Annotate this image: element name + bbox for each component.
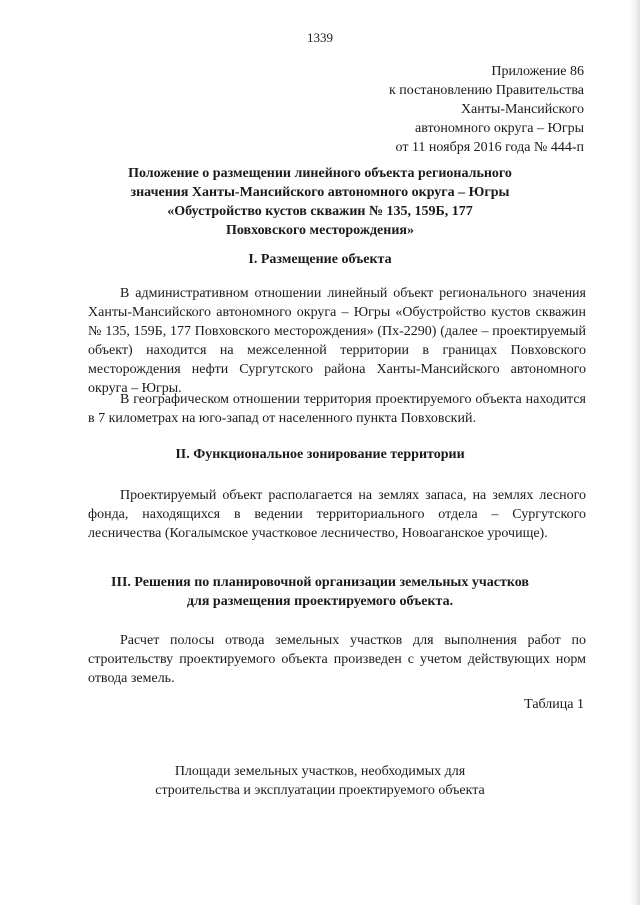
title-line: «Обустройство кустов скважин № 135, 159Б, 177 (167, 204, 473, 219)
document-title (60, 164, 580, 240)
table-caption-line: строительства и эксплуатации проектируемого объекта (155, 783, 485, 798)
paragraph-zoning: Проектируемый объект располагается на землях запаса, на землях лесного фонда, находящихся в ведении территориального отдела – Сургутского лесничества (Когалымское участковое лесничество, Новоаганское урочище). (88, 488, 586, 541)
table-label: Таблица 1 (524, 697, 584, 712)
section-heading-3 (60, 573, 580, 611)
title-line: значения Ханты-Мансийского автономного округа – Югры (130, 185, 510, 200)
section-heading-line: III. Решения по планировочной организации земельных участков (111, 575, 529, 590)
paragraph-location-admin: В административном отношении линейный объект регионального значения Ханты-Мансийского автономного округа – Югры «Обустройство кустов скважин № 135, 159Б, 177 Повховского месторождения» (Пх-2290) (далее – проектируемый объект) находится на межселенной территории в границах Повховского месторождения нефти Сургутского района Ханты-Мансийского автономного округа – Югры. (88, 286, 586, 396)
appendix-line: Ханты-Мансийского (460, 102, 584, 117)
section-heading-1: I. Размещение объекта (248, 252, 392, 267)
paragraph-planning: Расчет полосы отвода земельных участков для выполнения работ по строительству проектируемого объекта произведен с учетом действующих норм отвода земель. (88, 633, 586, 686)
title-line: Положение о размещении линейного объекта регионального (128, 166, 512, 181)
appendix-line: Приложение 86 (491, 64, 584, 79)
appendix-line: к постановлению Правительства (388, 83, 584, 98)
section-heading-line: для размещения проектируемого объекта. (186, 594, 454, 609)
title-line: Повховского месторождения» (226, 223, 414, 238)
scan-edge (630, 0, 640, 905)
appendix-line: от 11 ноября 2016 года № 444-п (395, 140, 584, 155)
table-caption-line: Площади земельных участков, необходимых для (174, 764, 466, 779)
appendix-line: автономного округа – Югры (415, 121, 584, 136)
appendix-block (389, 62, 584, 157)
section-heading-2: II. Функциональное зонирование территории (175, 447, 465, 462)
page-number: 1339 (307, 30, 333, 45)
paragraph-location-geo: В географическом отношении территория проектируемого объекта находится в 7 километрах на юго-запад от населенного пункта Повховский. (88, 392, 586, 426)
table-caption (60, 762, 580, 800)
